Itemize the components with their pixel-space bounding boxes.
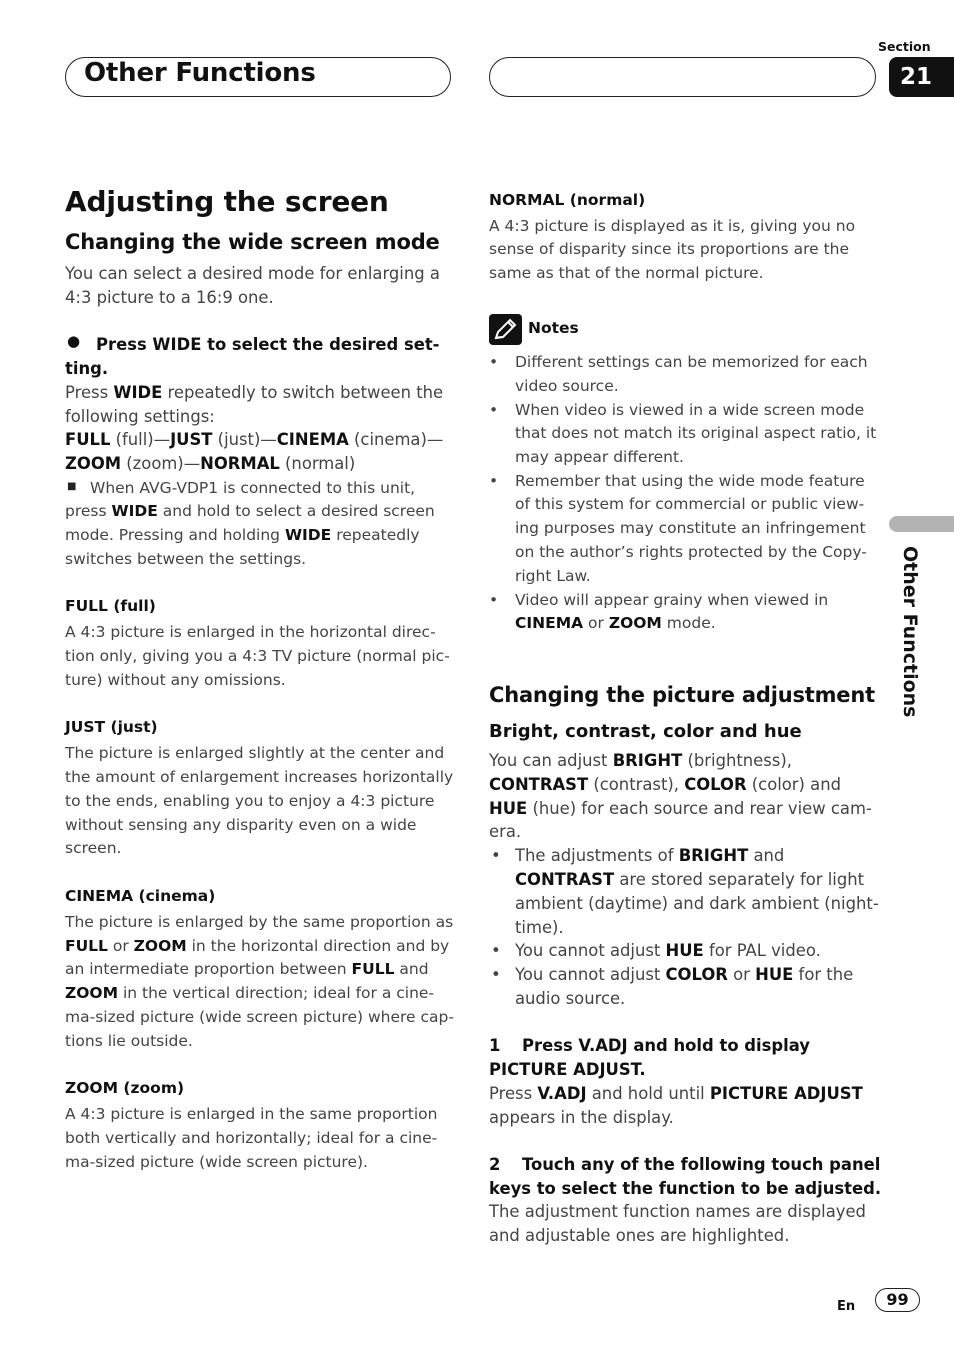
side-tab-bar — [889, 516, 954, 532]
just-body-1: The picture is enlarged slightly at the center and — [65, 744, 445, 762]
just-body-4: without sensing any disparity even on a wide — [65, 816, 417, 834]
note-1-line-1: Different settings can be memorized for each — [515, 353, 868, 371]
full-body-1: A 4:3 picture is enlarged in the horizontal direc- — [65, 623, 436, 641]
step-line-1: Press WIDE to select the desired set- — [96, 335, 440, 354]
side-tab-label: Other Functions — [899, 546, 921, 718]
normal-body-1: A 4:3 picture is displayed as it is, giving you no — [489, 217, 856, 235]
intro-line-1: You can select a desired mode for enlarging a — [65, 264, 440, 283]
zoom-body-3: ma-sized picture (wide screen picture). — [65, 1153, 368, 1171]
note-2-bullet: • — [489, 401, 499, 419]
zoom-body-1: A 4:3 picture is enlarged in the same proportion — [65, 1105, 438, 1123]
page-title: Adjusting the screen — [65, 185, 389, 218]
note-3-line-1: Remember that using the wide mode feature — [515, 472, 865, 490]
normal-body-3: same as that of the normal picture. — [489, 264, 764, 282]
bullet-1-line-1: The adjustments of BRIGHT and — [515, 846, 785, 865]
wide-mode-heading: Changing the wide screen mode — [65, 230, 440, 254]
step-1-number: 1 — [489, 1036, 501, 1055]
cinema-title: CINEMA (cinema) — [65, 887, 216, 905]
avg-note-line-2: press WIDE and hold to select a desired screen — [65, 502, 435, 520]
bullet-1-line-2: CONTRAST are stored separately for light — [515, 870, 865, 889]
adjust-bullet-3: • — [491, 965, 501, 984]
note-4-line-1: Video will appear grainy when viewed in — [515, 591, 829, 609]
avg-note-line-3: mode. Pressing and holding WIDE repeatedly — [65, 526, 420, 544]
notes-pencil-icon — [489, 314, 522, 345]
full-title: FULL (full) — [65, 597, 156, 615]
section-label: Section — [878, 39, 931, 54]
bullet-1-line-4: time). — [515, 918, 564, 937]
cinema-body-1: The picture is enlarged by the same proportion as — [65, 913, 454, 931]
note-2-line-2: that does not match its original aspect ratio, it — [515, 424, 877, 442]
note-3-line-5: right Law. — [515, 567, 591, 585]
adjust-line-1: You can adjust BRIGHT (brightness), — [489, 751, 792, 770]
bullet-3-line-1: You cannot adjust COLOR or HUE for the — [515, 965, 854, 984]
footer-language: En — [837, 1299, 856, 1314]
step-1-line-2: PICTURE ADJUST. — [489, 1060, 646, 1079]
note-2-line-1: When video is viewed in a wide screen mode — [515, 401, 865, 419]
step-2-line-2: keys to select the function to be adjusted. — [489, 1179, 882, 1198]
adjust-line-2: CONTRAST (contrast), COLOR (color) and — [489, 775, 841, 794]
note-3-line-3: ing purposes may constitute an infringement — [515, 519, 866, 537]
note-square-icon: ■ — [67, 481, 77, 492]
note-4-bullet: • — [489, 591, 499, 609]
press-line-1: Press WIDE repeatedly to switch between the — [65, 383, 444, 402]
cinema-body-6: tions lie outside. — [65, 1032, 193, 1050]
intro-line-2: 4:3 picture to a 16:9 one. — [65, 288, 274, 307]
adjust-bullet-2: • — [491, 941, 501, 960]
avg-note-line-1: When AVG-VDP1 is connected to this unit, — [90, 479, 416, 497]
normal-body-2: sense of disparity since its proportions are the — [489, 240, 850, 258]
normal-title: NORMAL (normal) — [489, 191, 646, 209]
header-title: Other Functions — [84, 58, 316, 88]
note-3-bullet: • — [489, 472, 499, 490]
adjust-bullet-1: • — [491, 846, 501, 865]
section-number: 21 — [889, 57, 954, 97]
adjust-line-4: era. — [489, 822, 522, 841]
note-3-line-4: on the author’s rights protected by the Copy- — [515, 543, 867, 561]
bright-contrast-heading: Bright, contrast, color and hue — [489, 721, 802, 742]
zoom-body-2: both vertically and horizontally; ideal for a cine- — [65, 1129, 438, 1147]
note-3-line-2: of this system for commercial or public view- — [515, 495, 865, 513]
cinema-body-4: ZOOM in the vertical direction; ideal for a cine- — [65, 984, 435, 1002]
step-2-number: 2 — [489, 1155, 501, 1174]
note-2-line-3: may appear different. — [515, 448, 684, 466]
press-line-2: following settings: — [65, 407, 215, 426]
full-body-2: tion only, giving you a 4:3 TV picture (normal pic- — [65, 647, 450, 665]
just-body-5: screen. — [65, 839, 122, 857]
note-1-bullet: • — [489, 353, 499, 371]
step-2-body-2: and adjustable ones are highlighted. — [489, 1226, 790, 1245]
step-line-2: ting. — [65, 359, 109, 378]
step-bullet-icon: ● — [67, 332, 81, 350]
step-2-line-1: Touch any of the following touch panel — [522, 1155, 881, 1174]
zoom-title: ZOOM (zoom) — [65, 1079, 185, 1097]
avg-note-line-4: switches between the settings. — [65, 550, 307, 568]
header-blank-pill — [489, 57, 876, 97]
just-title: JUST (just) — [65, 718, 158, 736]
step-1-body-1: Press V.ADJ and hold until PICTURE ADJUST — [489, 1084, 863, 1103]
full-body-3: ture) without any omissions. — [65, 671, 286, 689]
bullet-3-line-2: audio source. — [515, 989, 626, 1008]
step-1-line-1: Press V.ADJ and hold to display — [522, 1036, 810, 1055]
page-number: 99 — [875, 1288, 920, 1312]
step-2-body-1: The adjustment function names are displayed — [489, 1202, 866, 1221]
bullet-1-line-3: ambient (daytime) and dark ambient (night- — [515, 894, 879, 913]
modes-line-1: FULL (full)—JUST (just)—CINEMA (cinema)— — [65, 430, 444, 449]
bullet-2-line-1: You cannot adjust HUE for PAL video. — [515, 941, 821, 960]
picture-adjust-heading: Changing the picture adjustment — [489, 683, 875, 707]
just-body-3: to the ends, enabling you to enjoy a 4:3 picture — [65, 792, 435, 810]
note-4-line-2: CINEMA or ZOOM mode. — [515, 614, 716, 632]
just-body-2: the amount of enlargement increases horizontally — [65, 768, 454, 786]
notes-title: Notes — [528, 319, 579, 337]
step-1-body-2: appears in the display. — [489, 1108, 674, 1127]
modes-line-2: ZOOM (zoom)—NORMAL (normal) — [65, 454, 356, 473]
cinema-body-2: FULL or ZOOM in the horizontal direction and by — [65, 937, 450, 955]
note-1-line-2: video source. — [515, 377, 619, 395]
adjust-line-3: HUE (hue) for each source and rear view cam- — [489, 799, 872, 818]
cinema-body-3: an intermediate proportion between FULL and — [65, 960, 429, 978]
cinema-body-5: ma-sized picture (wide screen picture) where cap- — [65, 1008, 454, 1026]
